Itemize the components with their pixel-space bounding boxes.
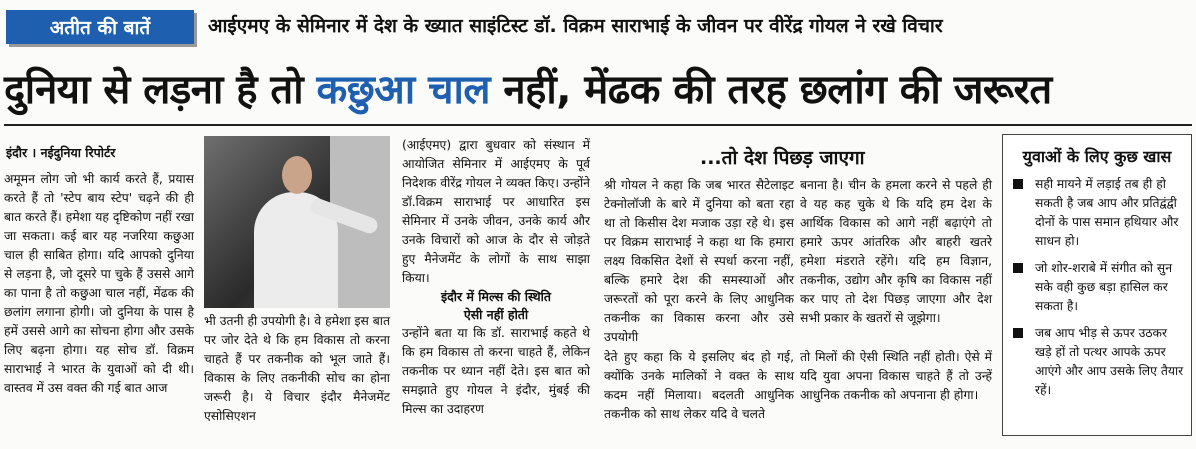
column-3-top-text: (आईएमए) द्वारा बुधवार को संस्थान में आयोजित सेमिनार में आईएमए के पूर्व निदेशक वीरेंद्र गोयल ने व्यक्त किए। उन्होंने डॉ.विक्रम साराभाई पर आधारित इस सेमिनार में उनके जीवन, उनके कार्य और उनके विचारों को आज के दौर से जोड़ते हुए मैनेजमेंट के लोगों के साथ साझा किया। (402, 138, 590, 285)
list-item (1013, 324, 1185, 400)
column-5-top-text: बनाना है। चीन के हमला करने से पहले ही वे यह कह चुके थे कि यदि हम देश के आर्थिक विकास को आगे नहीं बढ़ाएंगे तो हमारे ऊपर आंतरिक और बाहरी खतरे हमेशा मंडराते रहेंगे। यदि हम विज्ञान, तकनीक, उद्योग और कृषि का विकास नहीं कर पाए तो देश पिछड़ जाएगा और देश सभी प्रकार के खतरों से जूझेगा। (800, 178, 992, 325)
column-4-top-text: श्री गोयल ने कहा कि जब भारत सैटेलाइट टेक्नोलॉजी के बारे में दुनिया को बता रहा था तो किसीस देश मजाक उड़ा रहे थे। इस पर विक्रम साराभाई ने कहा था कि हमारा लक्ष्य विकसित देशों से स्पर्धा करना नहीं, बल्कि हमारे देश की समस्याओं और जरूरतों को पूरा करने के लिए आधुनिक तकनीक का विकास करना और उसे उपयोगी (604, 178, 794, 344)
column-1-text: अमूमन लोग जो भी कार्य करते हैं, प्रयास करते हैं तो 'स्टेप बाय स्टेप' चढ़ने की ही बात करते हैं। हमेशा यह दृष्टिकोण नहीं रखा जा सकता। कई बार यह नजरिया कछुआ चाल ही साबित होगा। यदि आपको दुनिया से लड़ना है, जो दूसरे पा चुके हैं उससे आगे का पाना है तो कछुआ चाल नहीं, मेंढक की छलांग लगाना होगी। जो दुनिया के पास है हमें उससे आगे का सोचना होगा और उसके लिए बढ़ना होगा। यह सोच डॉ. विक्रम साराभाई ने भारत के युवाओं को दी थी। वास्तव में उस वक्त की गई बात आज (4, 172, 194, 395)
headline-part1: दुनिया से लड़ना है तो (4, 67, 317, 113)
article-column-5-bottom (800, 348, 992, 405)
list-item (1013, 175, 1185, 251)
section-tag-label: अतीत की बातें (49, 17, 151, 39)
subheading-2: ऐसी नहीं होती (463, 307, 529, 322)
article-column-5 (800, 176, 992, 328)
subheading-1: इंदौर में मिल्स की स्थिति (441, 289, 551, 304)
column-2-text: भी उतनी ही उपयोगी है। वे हमेशा इस बात पर जोर देते थे कि हम विकास तो करना चाहते हैं पर तकनीक को भूल जाते हैं। विकास के लिए तकनीकी सोच का होना जरूरी है। ये विचार इंदौर मैनेजमेंट एसोसिएशन (204, 314, 390, 423)
article-column-4-bottom (604, 348, 794, 424)
square-bullet-icon (1013, 179, 1023, 189)
sidebar-box-title: युवाओं के लिए कुछ खास (1022, 147, 1172, 166)
article-column-1 (4, 170, 194, 398)
article-column-2 (204, 312, 390, 426)
headline-rule (4, 124, 1192, 126)
square-bullet-icon (1013, 328, 1023, 338)
list-item (1013, 259, 1185, 316)
column-5-bottom-text: तो मिलों की ऐसी स्थिति नहीं होती। ऐसे में यदि युवा अपना विकास चाहते हैं तो उन्हें आधुनिक तकनीक को अपनाना ही होगा। (800, 350, 992, 402)
headline (4, 60, 1052, 115)
headline-part2: नहीं, मेंढक की तरह छलांग की जरूरत (489, 67, 1052, 113)
column-4-bottom-text: देते हुए कहा कि ये इसलिए बंद हो गई, क्योंकि उनके मालिकों ने वक्त के साथ कदम नहीं मिलाया। बदलती आधुनिक तकनीक को साथ लेकर यदि वे चलते (604, 350, 794, 421)
column-3-bottom-text: उन्होंने बता या कि डॉ. साराभाई कहते थे कि हम विकास तो करना चाहते हैं, लेकिन तकनीक पर ध्यान नहीं देते। इस बात को समझाते हुए गोयल ने इंदौर, मुंबई की मिल्स का उदाहरण (402, 326, 590, 416)
article-column-3 (402, 136, 590, 419)
byline: इंदौर । नईदुनिया रिपोर्टर (6, 145, 116, 160)
list-item-text: सही मायने में लड़ाई तब ही हो सकती है जब आप और प्रतिद्वंद्वी दोनों के पास समान हथियार और साधन हो। (1035, 177, 1179, 248)
sidebar-box-list (1013, 175, 1185, 408)
article-column-4 (604, 176, 794, 347)
square-bullet-icon (1013, 263, 1023, 273)
sidebar-box (1002, 134, 1192, 436)
section-tag (6, 10, 194, 44)
section-heading: ...तो देश पिछड़ जाएगा (700, 147, 865, 169)
headline-highlight: कछुआ चाल (316, 67, 490, 113)
speaker-photo (204, 136, 390, 308)
kicker-line: आईएमए के सेमिनार में देश के ख्यात साइंटिस्ट डॉ. विक्रम साराभाई के जीवन पर वीरेंद्र गोयल ने रखे विचार (208, 15, 943, 37)
list-item-text: जब आप भीड़ से ऊपर उठकर खड़े हों तो पत्थर आपके ऊपर आएंगे और आप उसके लिए तैयार रहें। (1035, 326, 1184, 397)
list-item-text: जो शोर-शराबे में संगीत को सुन सके वही कुछ बड़ा हासिल कर सकता है। (1035, 261, 1173, 313)
